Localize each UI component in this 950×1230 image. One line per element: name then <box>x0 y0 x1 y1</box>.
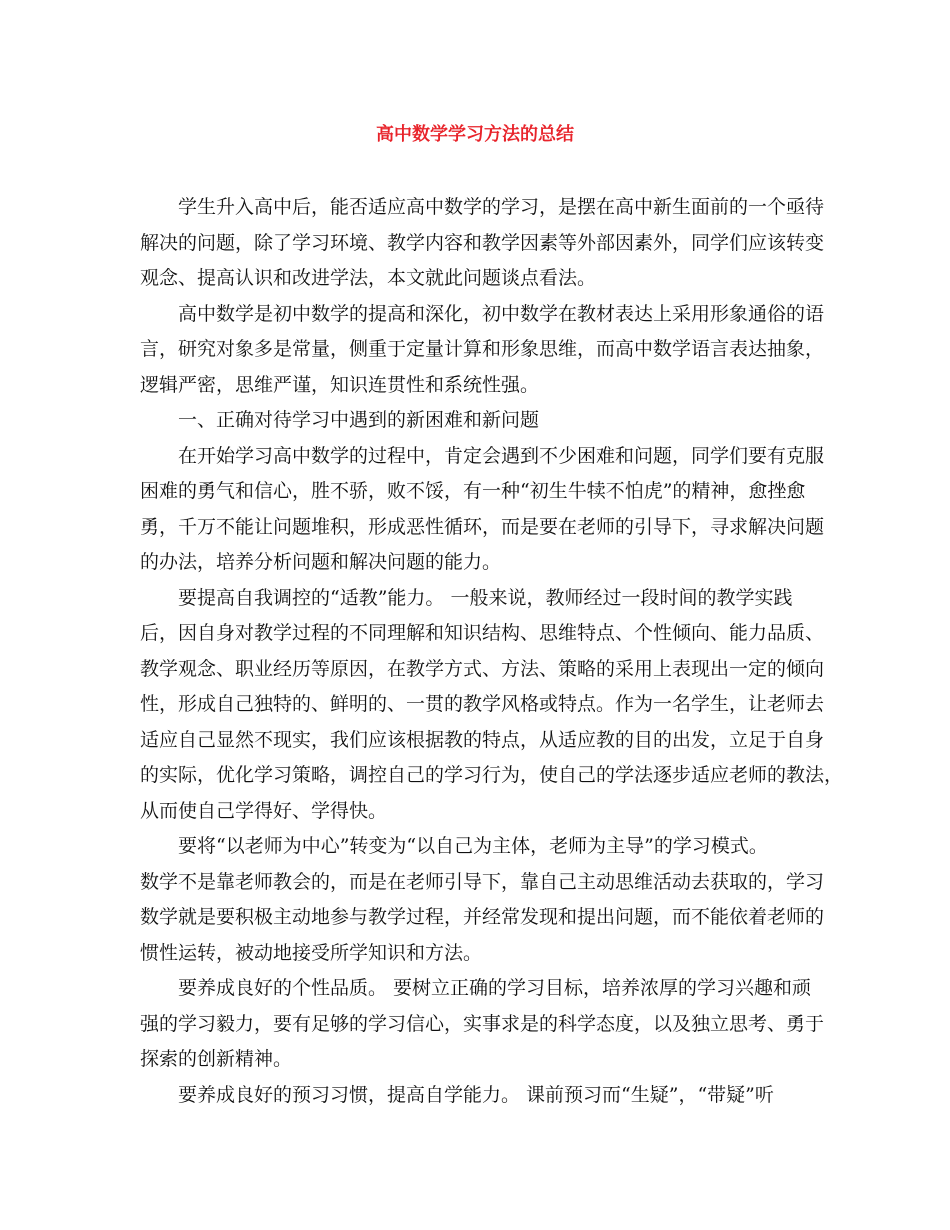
text-line: 探索的创新精神。 <box>140 1048 293 1070</box>
text-line: 在开始学习高中数学的过程中，肯定会遇到不少困难和问题，同学们要有克服 <box>178 444 825 467</box>
text-line: 从而使自己学得好、学得快。 <box>140 799 388 822</box>
text-line: 适应自己显然不现实，我们应该根据教的特点，从适应教的目的出发，立足于自身 <box>140 728 825 751</box>
paragraph <box>140 297 825 404</box>
text-line: 逻辑严密，思维严谨，知识连贯性和系统性强。 <box>140 373 540 396</box>
text-line: 要养成良好的预习习惯，提高自学能力。 课前预习而“生疑”，“带疑”听 <box>178 1083 774 1106</box>
text-line: 强的学习毅力，要有足够的学习信心，实事求是的科学态度，以及独立思考、勇于 <box>140 1012 825 1035</box>
text-line: 惯性运转，被动地接受所学知识和方法。 <box>140 941 483 964</box>
text-line: 一、正确对待学习中遇到的新困难和新问题 <box>178 409 540 431</box>
text-line: 勇，千万不能让问题堆积，形成恶性循环，而是要在老师的引导下，寻求解决问题 <box>140 515 825 538</box>
text-line: 后，因自身对教学过程的不同理解和知识结构、思维特点、个性倾向、能力品质、 <box>140 622 825 644</box>
text-line: 高中数学是初中数学的提高和深化，初中数学在教材表达上采用形象通俗的语 <box>178 302 825 325</box>
paragraph <box>140 190 825 297</box>
text-line: 性，形成自己独特的、鲜明的、一贯的教学风格或特点。作为一名学生，让老师去 <box>140 693 825 715</box>
text-line: 要养成良好的个性品质。 要树立正确的学习目标，培养浓厚的学习兴趣和顽 <box>178 977 812 999</box>
section-heading <box>140 403 820 439</box>
text-line: 的办法，培养分析问题和解决问题的能力。 <box>140 551 502 573</box>
text-line: 言，研究对象多是常量，侧重于定量计算和形象思维，而高中数学语言表达抽象， <box>140 338 825 360</box>
text-line: 困难的勇气和信心，胜不骄，败不馁，有一种“初生牛犊不怕虎”的精神，愈挫愈 <box>140 480 806 502</box>
paragraph <box>140 1078 820 1114</box>
document-body <box>140 190 844 1113</box>
text-line: 数学不是靠老师教会的，而是在老师引导下，靠自己主动思维活动去获取的，学习 <box>140 870 825 893</box>
paragraph <box>140 439 825 581</box>
paragraph <box>140 581 844 830</box>
text-line: 数学就是要积极主动地参与教学过程，并经常发现和提出问题，而不能依着老师的 <box>140 906 825 928</box>
paragraph <box>140 971 825 1078</box>
text-line: 要将“以老师为中心”转变为“以自己为主体，老师为主导”的学习模式。 <box>178 835 768 857</box>
document-title: 高中数学学习方法的总结 <box>376 124 574 145</box>
text-line: 教学观念、职业经历等原因，在教学方式、方法、策略的采用上表现出一定的倾向 <box>140 657 825 680</box>
text-line: 的实际，优化学习策略，调控自己的学习行为，使自己的学法逐步适应老师的教法， <box>140 764 844 786</box>
text-line: 要提高自我调控的“适教”能力。 一般来说，教师经过一段时间的教学实践 <box>178 586 793 609</box>
paragraph <box>140 829 825 971</box>
text-line: 观念、提高认识和改进学法，本文就此问题谈点看法。 <box>140 267 597 289</box>
text-line: 学生升入高中后，能否适应高中数学的学习，是摆在高中新生面前的一个亟待 <box>178 196 825 218</box>
text-line: 解决的问题，除了学习环境、教学内容和教学因素等外部因素外，同学们应该转变 <box>140 231 825 254</box>
